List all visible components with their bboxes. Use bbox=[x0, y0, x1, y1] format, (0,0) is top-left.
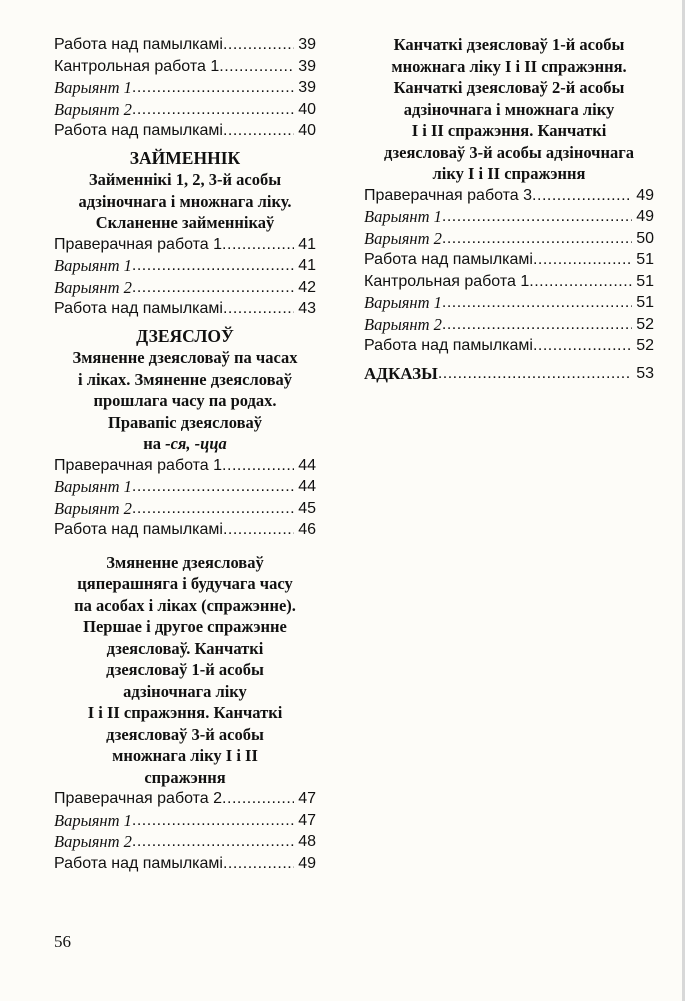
toc-entry-page: 44 bbox=[298, 456, 316, 474]
section-heading: адзіночнага і множнага ліку bbox=[403, 99, 615, 119]
toc-entry-title: Варыянт 1 bbox=[54, 256, 132, 275]
section-heading: дзеясловаў. Канчаткі bbox=[106, 638, 264, 658]
toc-entry-page: 41 bbox=[298, 257, 316, 274]
toc-entry bbox=[54, 788, 316, 810]
dot-leader bbox=[223, 519, 294, 541]
toc-entry-page: 49 bbox=[298, 854, 316, 872]
toc-entry bbox=[54, 99, 316, 121]
dot-leader bbox=[132, 831, 294, 853]
toc-entry-title: Варыянт 2 bbox=[364, 314, 442, 334]
toc-entry-page: 41 bbox=[298, 235, 316, 253]
section-heading: цяперашняга і будучага часу bbox=[77, 574, 293, 593]
toc-entry-page: 43 bbox=[298, 300, 316, 317]
section-heading: Першае і другое спражэнне bbox=[83, 617, 287, 636]
section-heading: па асобах і ліках (спражэнне). bbox=[74, 595, 296, 615]
toc-entry-title: Работа над памылкамі bbox=[364, 251, 533, 268]
toc-entry-page: 50 bbox=[636, 229, 654, 247]
section-heading: Канчаткі дзеясловаў 2-й асобы bbox=[393, 78, 625, 97]
section-heading: спражэння bbox=[144, 767, 226, 787]
toc-entry bbox=[364, 206, 654, 228]
toc-entry bbox=[54, 56, 316, 78]
toc-entry-page: 48 bbox=[298, 833, 316, 850]
toc-entry-page: 49 bbox=[636, 186, 654, 204]
section-heading: ЗАЙМЕННІК bbox=[129, 147, 241, 168]
toc-entry-title: Варыянт 1 bbox=[54, 810, 132, 830]
toc-entry bbox=[54, 255, 316, 277]
toc-entry-title: Работа над памылкамі bbox=[364, 337, 533, 354]
dot-leader bbox=[132, 99, 294, 121]
toc-entry-title: Работа над памылкамі bbox=[54, 854, 223, 872]
toc-entry-page: 52 bbox=[636, 337, 654, 354]
toc-entry-title: Работа над памылкамі bbox=[54, 122, 223, 139]
toc-entry bbox=[54, 476, 316, 498]
dot-leader bbox=[132, 476, 294, 498]
section-heading: адзіночнага ліку bbox=[123, 681, 247, 701]
dot-leader bbox=[132, 810, 294, 832]
section-heading: Займеннікі 1, 2, 3-й асобы bbox=[88, 170, 282, 189]
dot-leader bbox=[438, 363, 632, 385]
toc-entry bbox=[364, 363, 654, 385]
toc-entry-title: Работа над памылкамі bbox=[54, 521, 223, 538]
dot-leader bbox=[222, 234, 294, 256]
toc-entry bbox=[364, 271, 654, 293]
dot-leader bbox=[223, 120, 294, 142]
dot-leader bbox=[442, 206, 632, 228]
toc-entry-title: Варыянт 1 bbox=[54, 78, 132, 97]
toc-entry-title: Работа над памылкамі bbox=[54, 300, 223, 317]
dot-leader bbox=[219, 56, 294, 78]
section-heading: прошлага часу па родах. bbox=[93, 391, 277, 410]
toc-entry-title: АДКАЗЫ bbox=[364, 363, 438, 383]
toc-entry bbox=[364, 249, 654, 271]
toc-entry-title: Варыянт 1 bbox=[364, 293, 442, 312]
section-heading: дзеясловаў 3-й асобы адзіночнага bbox=[384, 142, 634, 162]
toc-entry-page: 40 bbox=[298, 122, 316, 139]
section-heading: ДЗЕЯСЛОЎ bbox=[136, 325, 234, 346]
toc-entry-title: Варыянт 1 bbox=[364, 207, 442, 226]
toc-entry-title: Праверачная работа 1 bbox=[54, 235, 223, 253]
toc-entry bbox=[364, 228, 654, 250]
toc-entry-page: 39 bbox=[298, 57, 316, 75]
toc-entry-title: Варыянт 2 bbox=[54, 498, 132, 518]
dot-leader bbox=[222, 788, 294, 810]
toc-right-column bbox=[364, 34, 654, 384]
toc-left-column bbox=[54, 34, 316, 874]
toc-entry-page: 40 bbox=[298, 100, 316, 118]
toc-entry bbox=[54, 34, 316, 56]
toc-entry-page: 42 bbox=[298, 278, 316, 296]
dot-leader bbox=[442, 314, 632, 336]
section-heading: множнага ліку I і II bbox=[112, 746, 258, 765]
heading-prefix: на bbox=[143, 434, 166, 453]
toc-entry-page: 51 bbox=[636, 294, 654, 311]
toc-entry bbox=[54, 234, 316, 256]
toc-entry bbox=[54, 831, 316, 853]
toc-entry-title: Варыянт 2 bbox=[54, 277, 132, 297]
toc-entry-title: Кантрольная работа 1 bbox=[364, 272, 530, 290]
toc-entry-page: 39 bbox=[298, 36, 316, 53]
dot-leader bbox=[223, 853, 294, 875]
toc-entry-title: Варыянт 2 bbox=[54, 99, 132, 119]
dot-leader bbox=[223, 298, 294, 320]
toc-entry-title: Варыянт 1 bbox=[54, 477, 132, 496]
toc-entry-page: 45 bbox=[298, 499, 316, 517]
section-heading: адзіночнага і множнага ліку. bbox=[78, 191, 292, 211]
section-heading: Правапіс дзеясловаў bbox=[107, 412, 262, 432]
toc-entry bbox=[364, 292, 654, 314]
toc-entry bbox=[54, 77, 316, 99]
dot-leader bbox=[529, 271, 632, 293]
section-heading: ліку I і II спражэння bbox=[432, 164, 586, 183]
section-heading: дзеясловаў 3-й асобы bbox=[106, 724, 264, 744]
toc-entry-title: Варыянт 2 bbox=[54, 832, 132, 851]
section-heading: дзеясловаў 1-й асобы bbox=[106, 660, 264, 679]
toc-entry bbox=[54, 810, 316, 832]
toc-entry-page: 49 bbox=[636, 208, 654, 225]
section-heading: I і II спражэння. Канчаткі bbox=[87, 703, 283, 722]
toc-entry-page: 46 bbox=[298, 521, 316, 538]
toc-entry bbox=[54, 519, 316, 541]
toc-entry-page: 52 bbox=[636, 315, 654, 333]
section-heading: Змяненне дзеясловаў па часах bbox=[72, 348, 298, 367]
toc-entry-page: 47 bbox=[298, 790, 316, 807]
section-heading: Канчаткі дзеясловаў 1-й асобы bbox=[393, 35, 625, 54]
dot-leader bbox=[532, 185, 632, 207]
page-number: 56 bbox=[54, 932, 71, 951]
section-heading: I і II спражэння. Канчаткі bbox=[411, 121, 607, 140]
toc-entry bbox=[54, 455, 316, 477]
dot-leader bbox=[442, 292, 632, 314]
toc-entry-title: Кантрольная работа 1 bbox=[54, 57, 220, 75]
toc-entry-title: Праверачная работа 1 bbox=[54, 456, 223, 474]
heading-suffix-italic: -ся, -цца bbox=[165, 434, 227, 453]
dot-leader bbox=[132, 277, 294, 299]
toc-entry-page: 53 bbox=[636, 364, 654, 382]
section-heading: і ліках. Змяненне дзеясловаў bbox=[78, 369, 292, 389]
toc-entry-page: 44 bbox=[298, 478, 316, 495]
dot-leader bbox=[223, 34, 294, 56]
toc-entry-page: 51 bbox=[636, 251, 654, 268]
toc-entry-title: Варыянт 2 bbox=[364, 228, 442, 248]
section-heading: Змяненне дзеясловаў bbox=[106, 552, 264, 572]
toc-entry-title: Праверачная работа 2 bbox=[54, 790, 223, 807]
toc-entry-title: Работа над памылкамі bbox=[54, 36, 223, 53]
toc-entry-page: 47 bbox=[298, 811, 316, 829]
toc-entry bbox=[54, 277, 316, 299]
toc-entry bbox=[54, 853, 316, 875]
spacer bbox=[54, 541, 316, 552]
dot-leader bbox=[442, 228, 632, 250]
dot-leader bbox=[132, 255, 294, 277]
toc-entry-title: Праверачная работа 3 bbox=[364, 186, 533, 204]
dot-leader bbox=[222, 455, 294, 477]
dot-leader bbox=[533, 335, 632, 357]
toc-entry bbox=[364, 185, 654, 207]
section-heading: Скланенне займеннікаў bbox=[95, 213, 275, 232]
toc-entry-page: 51 bbox=[636, 272, 654, 290]
toc-entry bbox=[54, 120, 316, 142]
toc-entry bbox=[364, 314, 654, 336]
section-heading bbox=[54, 433, 316, 455]
dot-leader bbox=[132, 77, 294, 99]
toc-entry bbox=[54, 298, 316, 320]
toc-entry-page: 39 bbox=[298, 79, 316, 96]
dot-leader bbox=[533, 249, 632, 271]
toc-entry bbox=[364, 335, 654, 357]
dot-leader bbox=[132, 498, 294, 520]
toc-entry bbox=[54, 498, 316, 520]
section-heading: множнага ліку I і II спражэння. bbox=[391, 56, 627, 76]
